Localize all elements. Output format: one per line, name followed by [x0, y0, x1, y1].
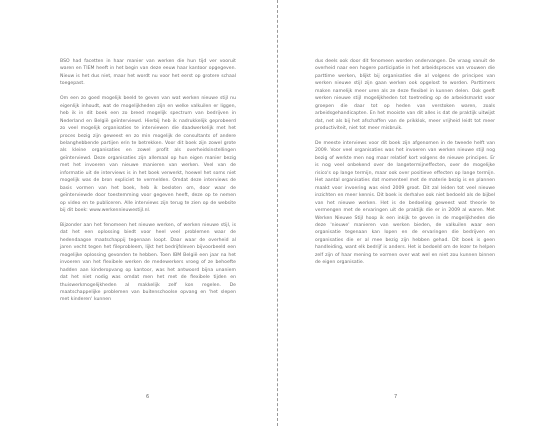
- page-number: 7: [394, 394, 398, 400]
- paragraph: De meeste interviews voor dit boek zijn afgenomen in de tweede helft van 2009. Voor veel organisaties was het invoeren van werken nieuwe stijl nog bezig of werkte men nog maar relatief kort volgens de nieuwe principes. Er is nog veel onbekend over de langetermijneffecten, over de mogelijke risico's op lange termijn, maar ook over positieve effecten op lange termijn. Het aantal organisaties dat momenteel met de materie bezig is en plannen maakt voor invoering was eind 2009 groot. Dit zal leiden tot veel nieuwe inzichten en meer kennis. Dit boek is derhalve ook niet bedoeld als de bijbel van het nieuwe werken. Het is de bedoeling geweest wat theorie te vermengen met de ervaringen uit de praktijk die er in 2009 al waren. Met Werken Nieuwe Stijl hoop ik een inkijk te geven in de mogelijkheden die deze 'nieuwe' manieren van werken bieden, de valkuilen waar een organisatie tegenaan kan lopen en de ervaringen die bedrijven en organisaties die er al mee bezig zijn hebben gehad. Dit boek is geen handleiding, want elk bedrijf is anders. Het is bedoeld om de lezer te helpen zelf zijn of haar mening te vormen over wat wel en niet zou kunnen binnen de eigen organisatie.: [315, 140, 495, 266]
- paragraph: BSO had facetten in haar manier van werken die hun tijd ver vooruit waren en TIEM heeft in het begin van deze eeuw haar kantoor opgegeven. Nieuw is het dus niet, maar het wordt nu voor het eerst op grotere schaal toegepast.: [60, 59, 236, 87]
- left-page-text: [60, 58, 236, 311]
- paragraph: dus deels ook door dit fenomeen worden ondervangen. De vraag vanuit de overheid naar een hogere participatie in het arbeidsproces van vrouwen die parttime werken, blijkt bij organisaties die al volgens de principes van werken nieuwe stijl zijn gaan werken ook opgelost te worden. Parttimers maken namelijk meer uren als ze deze flexibel in kunnen delen. Ook geeft werken nieuwe stijl mogelijkheden tot toetreding op de arbeidsmarkt voor groepen die daar tot op heden van verstoken waren, zoals arbeidsgehandicapten. En het mooiste van dit alles is dat de praktijk uitwijst dat, net als bij het afschaffen van de prikklok, meer vrijheid leidt tot meer productiviteit, niet tot meer misbruik.: [315, 59, 495, 132]
- paragraph: Bijzonder aan het fenomeen het nieuwe werken, of werken nieuwe stijl, is dat het een oplossing biedt voor heel veel problemen waar de hedendaagse maatschappij tegenaan loopt. Daar waar de overheid al jaren vecht tegen het fileprobleem, lijkt het bedrijfsleven bijvoorbeeld een mogelijke oplossing gevonden te hebben. Toen IBM België een jaar na het invoeren van het flexibele werken de medewerkers vroeg of ze behoefte hadden aan kinderopvang op kantoor, was het antwoord bijna unaniem dat het niet nodig was omdat men het met de flexibele tijden en thuiswerkmogelijkheden al makkelijk zelf kon regelen. De maatschappelijke problemen van buitenschoolse opvang en 'het slepen met kinderen' kunnen: [60, 222, 236, 303]
- right-page-text: [315, 58, 495, 274]
- left-page: [0, 0, 277, 426]
- page-number: 6: [146, 394, 150, 400]
- paragraph: Om een zo goed mogelijk beeld te geven van wat werken nieuwe stijl nu eigenlijk inhoudt, wat de mogelijkheden zijn en welke valkuilen er liggen, heb ik in dit boek een zo breed mogelijk spectrum van bedrijven in Nederland en België geïnterviewd. Hierbij heb ik nadrukkelijk geprobeerd zo veel mogelijk organisaties te interviewen die daadwerkelijk met het proces bezig zijn geweest en zo min mogelijk de consultants of andere belanghebbende partijen erin te betrekken. Voor dit boek zijn zowel grote als kleine organisaties en zowel profit als overheidsinstellingen geïnterviewd. Deze organisaties zijn allemaal op hun eigen manier bezig met het invoeren van nieuwe manieren van werken. Veel van de informatie uit de interviews is in het boek verwerkt, hoewel het soms niet mogelijk was de bron expliciet te vermelden. Omdat deze interviews de basis vormen van het boek, heb ik besloten om, door waar de geïnterviewde door toestemming voor gegeven heeft, deze op te nemen op video en te publiceren. Alle interviews zijn terug te zien op de website bij dit boek: www.werkennieuwestijl.nl.: [60, 96, 236, 214]
- right-page: [278, 0, 555, 426]
